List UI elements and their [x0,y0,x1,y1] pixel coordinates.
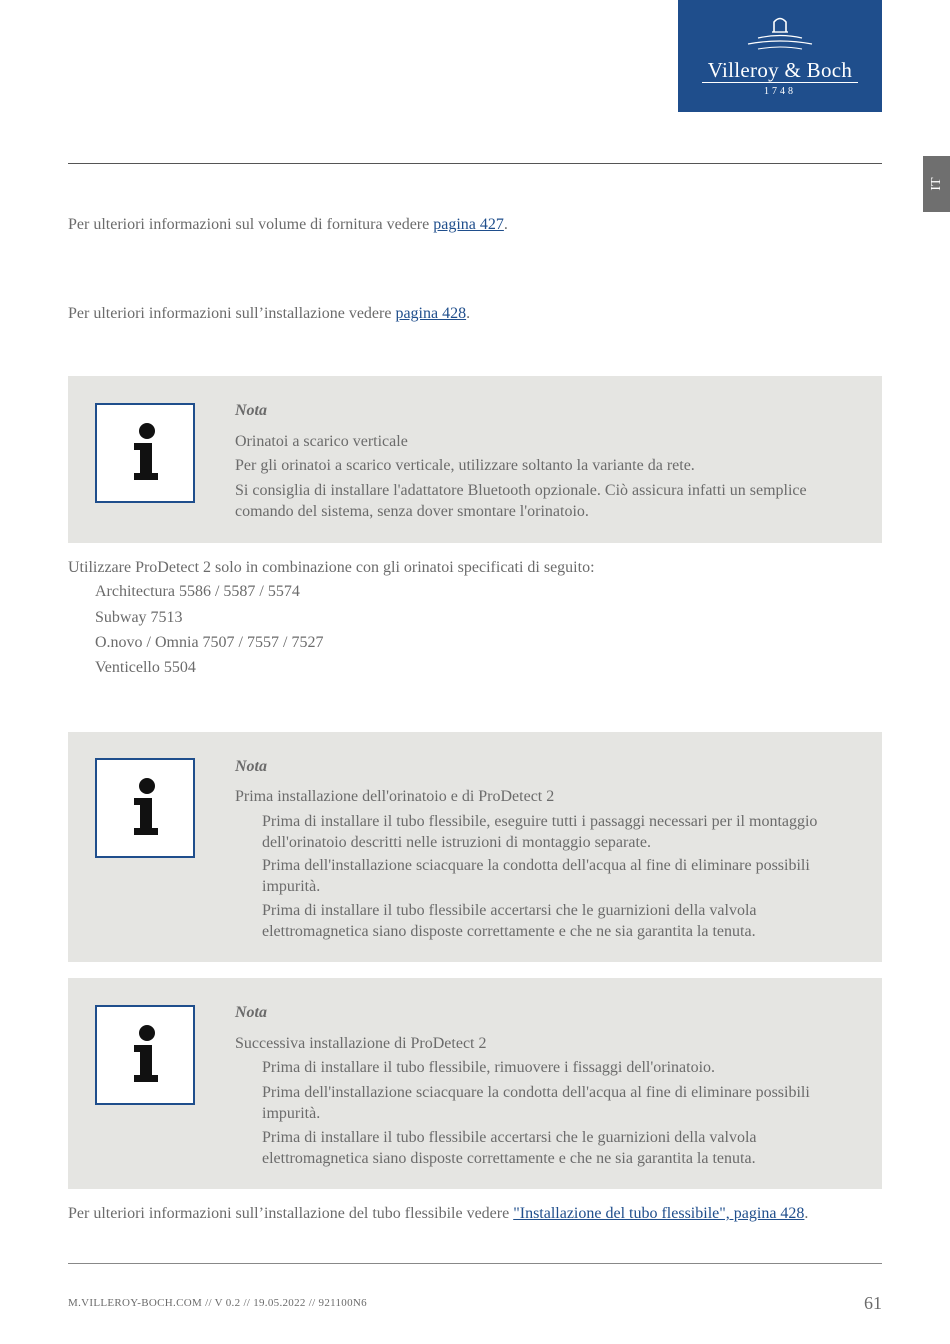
note-line: Orinatoi a scarico verticale [235,433,408,450]
info-icon [95,403,195,503]
install-page-link[interactable]: pagina 428 [395,305,467,322]
supply-info-end: . [503,216,508,233]
note-heading: Successiva installazione di ProDetect 2 [235,1035,487,1052]
header-divider [68,163,882,164]
note-list-item: Prima di installare il tubo flessibile, eseguire tutti i passaggi necessari per il montaggio dell'orinatoio descritti nelle istruzioni di montaggio separate. [262,813,818,851]
note-line: Si consiglia di installare l'adattatore Bluetooth opzionale. Ciò assicura infatti un semplice [235,482,807,499]
supply-info-text: Per ulteriori informazioni sul volume di fornitura vedere [68,216,434,233]
hose-info-end: . [804,1205,809,1222]
note-line: Per gli orinatoi a scarico verticale, utilizzare soltanto la variante da rete. [235,457,695,474]
note-list-item: Prima dell'installazione sciacquare la condotta dell'acqua al fine di eliminare possibili impurità. [262,857,810,895]
install-info-end: . [466,305,471,322]
brand-logo [678,0,882,112]
note-list-item: Prima di installare il tubo flessibile accertarsi che le guarnizioni della valvola elettromagnetica siano disposte correttamente e che ne sia garantita la tenuta. [262,1129,757,1167]
note-heading: Prima installazione dell'orinatoio e di ProDetect 2 [235,788,555,805]
page-number: 61 [864,1293,882,1313]
note-box-later-install [68,978,882,1189]
language-tab[interactable] [923,156,950,212]
brand-underline [702,82,858,83]
brand-year: 1748 [764,86,796,97]
info-icon [95,758,195,858]
list-item: Architectura 5586 / 5587 / 5574 [95,583,300,600]
language-tab-label: IT [928,177,944,191]
hose-info-text: Per ulteriori informazioni sull’installazione del tubo flessibile vedere [68,1205,514,1222]
hose-page-link[interactable]: "Installazione del tubo flessibile", pagina 428 [513,1205,805,1222]
footer-doc-info: M.VILLEROY-BOCH.COM // V 0.2 // 19.05.2022 // 921100N6 [68,1297,367,1309]
supply-page-link[interactable]: pagina 427 [433,216,504,233]
brand-name: Villeroy & Boch [707,58,853,82]
info-icon [95,1005,195,1105]
note-line: comando del sistema, senza dover smontare l'orinatoio. [235,503,589,520]
list-item: Venticello 5504 [95,659,196,676]
note-box-first-install [68,732,882,962]
list-item: Subway 7513 [95,609,183,626]
list-item: O.novo / Omnia 7507 / 7557 / 7527 [95,634,324,651]
fountain-emblem-icon [744,14,816,52]
note-list-item: Prima dell'installazione sciacquare la condotta dell'acqua al fine di eliminare possibili impurità. [262,1084,810,1122]
install-info-text: Per ulteriori informazioni sull’installazione vedere [68,305,396,322]
compat-intro: Utilizzare ProDetect 2 solo in combinazione con gli orinatoi specificati di seguito: [68,559,595,576]
note-title: Nota [235,1004,267,1021]
note-box-vertical-drain [68,376,882,543]
install-info-paragraph [68,305,470,323]
note-title: Nota [235,402,267,419]
supply-info-paragraph [68,216,508,234]
footer-divider [68,1263,882,1264]
note-list-item: Prima di installare il tubo flessibile, rimuovere i fissaggi dell'orinatoio. [262,1059,716,1076]
hose-info-paragraph [68,1205,808,1223]
note-title: Nota [235,758,267,775]
note-list-item: Prima di installare il tubo flessibile accertarsi che le guarnizioni della valvola elettromagnetica siano disposte correttamente e che ne sia garantita la tenuta. [262,902,757,940]
